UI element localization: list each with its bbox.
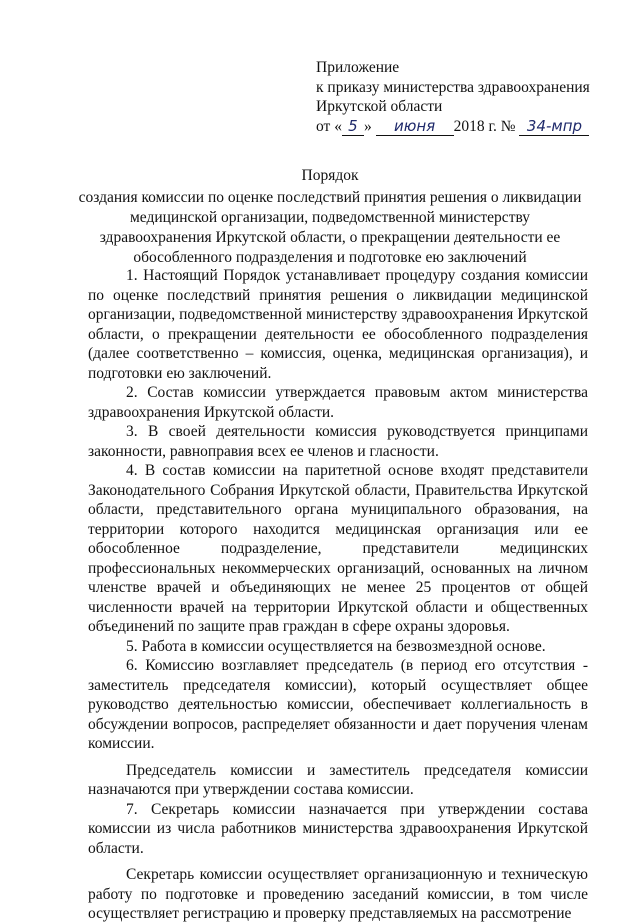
document-title <box>60 166 600 268</box>
appendix-line-2: к приказу министерства здравоохранения <box>316 78 590 96</box>
day-blank <box>342 118 364 136</box>
handwritten-order-number: 34-мпр <box>526 116 583 135</box>
appendix-line-1: Приложение <box>316 59 400 76</box>
date-prefix: от « <box>316 117 342 135</box>
month-blank <box>376 118 454 136</box>
paragraph-7-continued: Секретарь комиссии осуществляет организационную и техническую работу по подготовке и проведению заседаний комиссии, в том числе осуществляет регистрацию и проверку представляемых на рассмотрение <box>88 866 588 922</box>
date-quote-close: » <box>363 117 372 135</box>
title-line-2: медицинской организации, подведомственной министерству <box>129 209 531 226</box>
paragraph-4: 4. В состав комиссии на паритетной основе входят представители Законодательного Собрания Иркутской области, Правительства Иркутской области, представительного органа муниципального образования, на территории которого находится медицинская организация или ее обособленное подразделение, представители медицинских профессиональных некоммерческих организаций, основанных на личном членстве врачей и объединяющих не менее 25 процентов от общей численности врачей на территории Иркутской области и общественных объединений по защите прав граждан в сфере охраны здоровья. <box>88 462 588 635</box>
handwritten-day: 5 <box>348 116 358 135</box>
title-line-3: здравоохранения Иркутской области, о прекращении деятельности ее <box>99 229 561 246</box>
paragraph-2: 2. Состав комиссии утверждается правовым актом министерства здравоохранения Иркутской области. <box>88 384 588 421</box>
document-body <box>88 266 588 924</box>
paragraph-7: 7. Секретарь комиссии назначается при утверждении состава комиссии из числа работников министерства здравоохранения Иркутской области. <box>88 800 588 857</box>
title-line-1: создания комиссии по оценке последствий принятия решения о ликвидации <box>78 189 582 206</box>
title-line-4: обособленного подразделения и подготовке ею заключений <box>133 249 527 266</box>
paragraph-1: 1. Настоящий Порядок устанавливает процедуру создания комиссии по оценке последствий принятия решения о ликвидации медицинской организации, подведомственной министерству здравоохранения Иркутской области, о прекращении деятельности ее обособленного подразделения (далее соответственно – комиссия, оценка, медицинская организация), и подготовки ею заключений. <box>88 267 588 382</box>
handwritten-month: июня <box>393 116 436 135</box>
appendix-date-line <box>316 117 616 137</box>
paragraph-5: 5. Работа в комиссии осуществляется на безвозмездной основе. <box>126 637 546 655</box>
number-blank <box>519 118 589 136</box>
year-number-label: 2018 г. № <box>453 117 516 135</box>
title-heading: Порядок <box>301 167 359 184</box>
paragraph-3: 3. В своей деятельности комиссия руководствуется принципами законности, равноправия всех ее членов и гласности. <box>88 423 588 460</box>
paragraph-6-continued: Председатель комиссии и заместитель председателя комиссии назначаются при утверждении состава комиссии. <box>88 761 588 798</box>
appendix-line-3: Иркутской области <box>316 98 443 115</box>
paragraph-6: 6. Комиссию возглавляет председатель (в период его отсутствия - заместитель председателя комиссии), который осуществляет общее руководство деятельностью комиссии, обеспечивает коллегиальность в обсуждении вопросов, распределяет обязанности и дает поручения членам комиссии. <box>88 657 588 752</box>
appendix-header <box>316 58 616 136</box>
